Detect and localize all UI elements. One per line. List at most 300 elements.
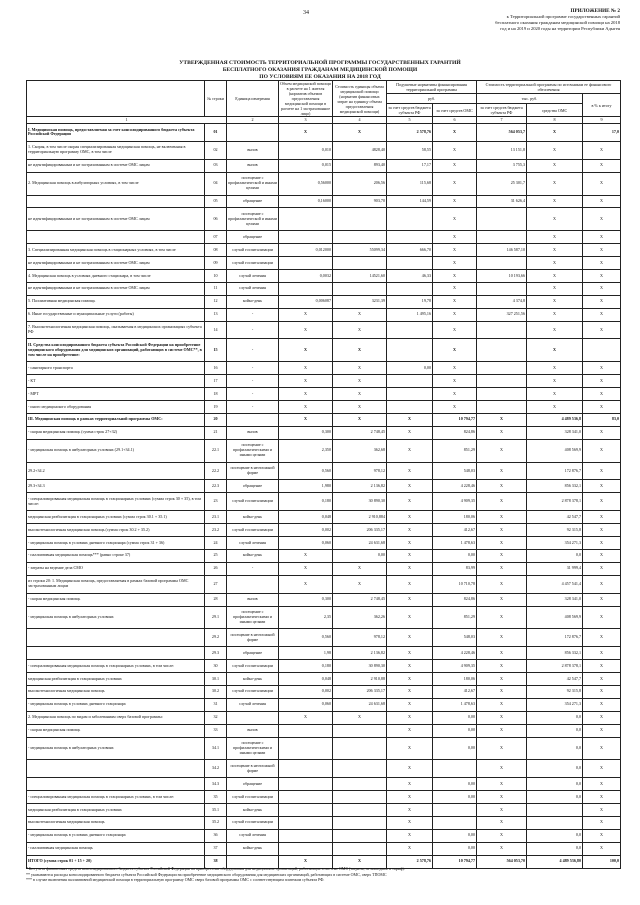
cell-unit: посещение с профилактическими и иными целями — [227, 606, 279, 629]
cell-tco: 0,0 — [527, 549, 583, 562]
cell-no: 29.2 — [205, 629, 227, 647]
appendix-line: к Территориальной программе государственных гарантий — [506, 14, 620, 19]
cell-unit: случай госпитализации — [227, 257, 279, 270]
header-per-capita-unit: руб. — [387, 94, 477, 104]
cell-tco: X — [527, 231, 583, 244]
cell-unit: койко-день — [227, 842, 279, 855]
cell-pct: X — [583, 593, 621, 606]
cell-pcb: X — [387, 493, 433, 511]
table-row — [27, 537, 621, 550]
cell-pcb: X — [387, 549, 433, 562]
cell-no: 33 — [205, 724, 227, 737]
cell-label: 1. Скорая, в том числе скорая специализированная медицинская помощь, не включенная в территориальную программу ОМС, в том числе — [27, 141, 205, 159]
cell-vol: 0,180 — [279, 660, 333, 673]
cell-vol: X — [279, 855, 333, 868]
cell-label: - медицинская помощь в условиях дневного стационара (сумма строк 31 + 36) — [27, 537, 205, 550]
cell-tco: X — [527, 401, 583, 414]
cell-tcb: X — [477, 593, 527, 606]
cell-pcb: 2 578,76 — [387, 124, 433, 142]
cell-pct: X — [583, 778, 621, 791]
cell-tco: X — [527, 244, 583, 257]
cell-unit: вызов — [227, 141, 279, 159]
cell-pcb: 115,68 — [387, 172, 433, 195]
table-row — [27, 593, 621, 606]
cell-pcb: X — [387, 537, 433, 550]
cell-no: 14 — [205, 321, 227, 339]
cell-tco: 354 271,3 — [527, 698, 583, 711]
cell-vol: X — [279, 549, 333, 562]
cell-label: - санитарного транспорта — [27, 362, 205, 375]
cell-tco: 4 489 536,8 — [527, 413, 583, 426]
column-index: 5 — [387, 117, 433, 124]
header-tc-oms: средства ОМС — [527, 104, 583, 117]
cell-pct: X — [583, 816, 621, 829]
cell-no: 30.1 — [205, 673, 227, 686]
cell-no: 25 — [205, 549, 227, 562]
table-row — [27, 413, 621, 426]
cell-no: 27 — [205, 575, 227, 593]
cell-pcb: X — [387, 660, 433, 673]
cell-vol — [279, 842, 333, 855]
table-row — [27, 493, 621, 511]
cell-label: - КТ — [27, 375, 205, 388]
cell-pcb — [387, 388, 433, 401]
cell-vol — [279, 760, 333, 778]
cell-vol: 0,180 — [279, 493, 333, 511]
cell-tcb: X — [477, 711, 527, 724]
cell-no: 12 — [205, 295, 227, 308]
table-row — [27, 760, 621, 778]
cell-pct: X — [583, 511, 621, 524]
cell-pct: 100,0 — [583, 855, 621, 868]
cell-cost — [333, 724, 387, 737]
cell-cost: 2 910,884 — [333, 511, 387, 524]
cell-tco: 172 876,7 — [527, 629, 583, 647]
cell-tcb: X — [477, 629, 527, 647]
cell-pco — [433, 804, 477, 817]
cell-pct: X — [583, 308, 621, 321]
cell-unit: койко-день — [227, 511, 279, 524]
cell-unit: - — [227, 339, 279, 362]
cell-pco: 824,86 — [433, 426, 477, 439]
cell-no: 09 — [205, 257, 227, 270]
cell-no: 04 — [205, 172, 227, 195]
cell-pco: 180,06 — [433, 673, 477, 686]
cell-no: 23.2 — [205, 524, 227, 537]
cell-cost: 2 136,82 — [333, 480, 387, 493]
table-row — [27, 842, 621, 855]
cell-vol — [279, 804, 333, 817]
cell-pcb: X — [387, 724, 433, 737]
cell-cost: X — [333, 124, 387, 142]
cell-pco: X — [433, 231, 477, 244]
cell-pct: X — [583, 804, 621, 817]
cell-vol — [279, 778, 333, 791]
cell-pct: X — [583, 480, 621, 493]
cell-vol: X — [279, 388, 333, 401]
cell-no: 22.1 — [205, 439, 227, 462]
cell-vol: 0,060 — [279, 698, 333, 711]
cell-cost — [333, 804, 387, 817]
cell-unit: посещение с профилактической и иными целями — [227, 172, 279, 195]
header-per-capita: Подушевые нормативы финансирования территориальной программы — [387, 81, 477, 94]
cell-pct: X — [583, 375, 621, 388]
cell-cost — [333, 816, 387, 829]
cell-unit: обращение — [227, 195, 279, 208]
table-row — [27, 829, 621, 842]
table-row — [27, 660, 621, 673]
cell-pct: X — [583, 295, 621, 308]
cell-label: - скорая медицинская помощь — [27, 724, 205, 737]
table-row — [27, 462, 621, 480]
cell-vol: X — [279, 339, 333, 362]
cell-pco: 548,03 — [433, 629, 477, 647]
cell-tco: 0,0 — [527, 724, 583, 737]
cell-unit — [227, 575, 279, 593]
cell-label — [27, 778, 205, 791]
cell-unit: посещение в неотложной форме — [227, 629, 279, 647]
cell-unit: койко-день — [227, 804, 279, 817]
cell-label: II. Средства консолидированного бюджета субъекта Российской Федерации на приобретение медицинского оборудования для медицинских организаций, работающих в системе ОМС**, в том числе на приобретение: — [27, 339, 205, 362]
cell-pco: X — [433, 401, 477, 414]
cell-pct: X — [583, 388, 621, 401]
cell-tco: X — [527, 141, 583, 159]
footnotes — [26, 866, 620, 883]
cell-label: - паллиативная медицинская помощь — [27, 842, 205, 855]
cell-pct: X — [583, 629, 621, 647]
column-index-row — [27, 117, 621, 124]
cell-vol — [279, 791, 333, 804]
cell-no: 29.3 — [205, 647, 227, 660]
cell-cost: 4828,40 — [333, 141, 387, 159]
table-row — [27, 816, 621, 829]
cell-label: - специализированная медицинская помощь в стационарных условиях, в том числе: — [27, 660, 205, 673]
column-index: 9 — [583, 117, 621, 124]
cell-vol: 0,16000 — [279, 195, 333, 208]
cell-no: 26 — [205, 562, 227, 575]
header-unit: Единица измерения — [227, 81, 279, 117]
cell-vol: X — [279, 362, 333, 375]
cell-cost — [333, 791, 387, 804]
cell-pct: 83,0 — [583, 413, 621, 426]
header-pc-oms: за счет средств ОМС — [433, 104, 477, 117]
cell-unit: - — [227, 562, 279, 575]
cell-pcb: X — [387, 791, 433, 804]
cell-tcb: X — [477, 737, 527, 760]
cell-tco: 0,0 — [527, 791, 583, 804]
cell-pcb: 46,33 — [387, 270, 433, 283]
cell-pco: X — [433, 282, 477, 295]
cell-vol: 0,560 — [279, 462, 333, 480]
cell-no: 10 — [205, 270, 227, 283]
cell-label: I. Медицинская помощь, предоставляемая за счет консолидированного бюджета субъекта Российской Федерации — [27, 124, 205, 142]
cell-tco: 408 569,9 — [527, 439, 583, 462]
cell-tcb: X — [477, 575, 527, 593]
cell-no: 22.3 — [205, 480, 227, 493]
column-index: 3 — [279, 117, 333, 124]
cell-cost: X — [333, 575, 387, 593]
cell-cost: X — [333, 339, 387, 362]
cell-label: - МРТ — [27, 388, 205, 401]
cell-pct: X — [583, 493, 621, 511]
cell-unit: вызов — [227, 724, 279, 737]
cell-vol: X — [279, 562, 333, 575]
cell-label — [27, 629, 205, 647]
footnote: *** в случае включения паллиативной медицинской помощи в территориальную программу ОМС сверх базовой программы ОМС с соответствующим платежом субъекта РФ. — [26, 877, 325, 883]
cell-pct: X — [583, 172, 621, 195]
cell-pco — [433, 816, 477, 829]
cell-pcb: X — [387, 711, 433, 724]
cell-pcb: X — [387, 575, 433, 593]
cell-cost: X — [333, 855, 387, 868]
cell-no: 15 — [205, 339, 227, 362]
cell-pcb: X — [387, 685, 433, 698]
cell-pct: X — [583, 524, 621, 537]
cell-unit: вызов — [227, 426, 279, 439]
cell-tco: 172 876,7 — [527, 462, 583, 480]
cell-unit: вызов — [227, 159, 279, 172]
column-index: 2 — [227, 117, 279, 124]
title-line: БЕСПЛАТНОГО ОКАЗАНИЯ ГРАЖДАНАМ МЕДИЦИНСКОЙ ПОМОЩИ — [222, 67, 418, 73]
cell-label: не идентифицированным и не застрахованным в системе ОМС лицам — [27, 208, 205, 231]
cell-label: высокотехнологичная медицинская помощь — [27, 816, 205, 829]
cell-vol: X — [279, 413, 333, 426]
cell-tcb: X — [477, 426, 527, 439]
cell-tcb: 3 755,3 — [477, 159, 527, 172]
cell-unit: случай госпитализации — [227, 791, 279, 804]
cell-unit: посещение в неотложной форме — [227, 462, 279, 480]
table-row — [27, 606, 621, 629]
cell-cost — [333, 257, 387, 270]
table-row — [27, 791, 621, 804]
cell-pcb: X — [387, 629, 433, 647]
cell-pco: X — [433, 195, 477, 208]
cell-cost: 206,56 — [333, 172, 387, 195]
cell-pct: X — [583, 270, 621, 283]
column-index: 4 — [333, 117, 387, 124]
cell-pct: X — [583, 426, 621, 439]
cell-tcb: X — [477, 724, 527, 737]
cell-pco: 548,03 — [433, 462, 477, 480]
cell-label: не идентифицированным и не застрахованным в системе ОМС лицам — [27, 159, 205, 172]
table-row — [27, 426, 621, 439]
cell-pco: X — [433, 388, 477, 401]
cell-label: медицинская реабилитация в стационарных условиях — [27, 804, 205, 817]
cell-no: 34.3 — [205, 778, 227, 791]
cell-pct: X — [583, 724, 621, 737]
cell-vol: 0,300 — [279, 593, 333, 606]
cell-tco: 856 332,1 — [527, 647, 583, 660]
table-row — [27, 629, 621, 647]
cell-pco: 0,00 — [433, 549, 477, 562]
cell-tco: X — [527, 195, 583, 208]
cell-cost: 24 631,68 — [333, 537, 387, 550]
cell-tcb: X — [477, 413, 527, 426]
cell-no: 28 — [205, 593, 227, 606]
header-row-number: № строки — [205, 81, 227, 117]
table-row — [27, 339, 621, 362]
cell-no: 11 — [205, 282, 227, 295]
cell-pct: X — [583, 711, 621, 724]
cell-vol: X — [279, 375, 333, 388]
cell-tcb: X — [477, 673, 527, 686]
cell-tcb: X — [477, 439, 527, 462]
cell-vol: 0,015 — [279, 159, 333, 172]
header-total-cost: Стоимость территориальной программы по источникам ее финансового обеспечения — [477, 81, 621, 94]
cell-pco: 1 478,63 — [433, 537, 477, 550]
header-label-column — [27, 81, 205, 117]
cell-pcb: X — [387, 829, 433, 842]
appendix-line: год и на 2019 и 2020 годы на территории Республики Адыгея — [500, 26, 620, 31]
cost-table — [26, 80, 621, 869]
cell-pct — [583, 339, 621, 362]
cell-vol — [279, 724, 333, 737]
cell-pco: X — [433, 270, 477, 283]
cell-tco: X — [527, 270, 583, 283]
cell-no: 30.2 — [205, 685, 227, 698]
cell-cost: X — [333, 388, 387, 401]
cell-label: 29.2+34.2 — [27, 462, 205, 480]
cell-unit: - — [227, 375, 279, 388]
cell-cost: X — [333, 375, 387, 388]
cell-unit: - — [227, 362, 279, 375]
cell-pct: X — [583, 231, 621, 244]
cell-pct: X — [583, 159, 621, 172]
cell-tcb: X — [477, 493, 527, 511]
cell-tcb — [477, 321, 527, 339]
cell-pco — [433, 760, 477, 778]
cell-tcb: X — [477, 511, 527, 524]
cell-label: 5. Паллиативная медицинская помощь — [27, 295, 205, 308]
cell-unit: случай лечения — [227, 829, 279, 842]
cell-label: - медицинская помощь в амбулаторных условиях (29.1+34.1) — [27, 439, 205, 462]
cell-pco: 0,00 — [433, 842, 477, 855]
cell-tco — [527, 816, 583, 829]
cell-vol: 1,98 — [279, 647, 333, 660]
cell-label: высокотехнологичная медицинская помощь — [27, 685, 205, 698]
cell-tcb: 564 053,7 — [477, 124, 527, 142]
cell-pct: X — [583, 737, 621, 760]
cell-label: не идентифицированным и не застрахованным в системе ОМС лицам — [27, 257, 205, 270]
cell-pcb: 19,78 — [387, 295, 433, 308]
cell-cost: 2 748,45 — [333, 426, 387, 439]
cell-pct: X — [583, 791, 621, 804]
header-volume: Объем медицинской помощи в расчете на 1 жителя (норматив объемов предоставления медицинской помощи в расчете на 1 застрахованное лицо) — [280, 81, 331, 116]
cell-tcb: X — [477, 660, 527, 673]
cell-tcb: 564 053,70 — [477, 855, 527, 868]
cell-vol: X — [279, 308, 333, 321]
appendix-line: бесплатного оказания гражданам медицинской помощи на 2018 — [495, 20, 620, 25]
cell-tco: X — [527, 124, 583, 142]
cell-tco: X — [527, 362, 583, 375]
cell-pco: X — [433, 141, 477, 159]
cell-tco: 354 271,3 — [527, 537, 583, 550]
cell-label: - специализированная медицинская помощь в стационарных условиях (сумма строк 30 + 35), в том числе: — [27, 493, 205, 511]
cell-tcb: X — [477, 685, 527, 698]
cell-pcb: X — [387, 511, 433, 524]
cell-cost: 2 910,88 — [333, 673, 387, 686]
header-tc-budget: за счет средств бюджета субъекта РФ — [477, 104, 527, 117]
cell-no: 34.1 — [205, 737, 227, 760]
cell-vol: 0,048 — [279, 511, 333, 524]
cell-tcb: X — [477, 647, 527, 660]
cell-tco: X — [527, 308, 583, 321]
cell-vol: X — [279, 575, 333, 593]
cell-cost: 3231,39 — [333, 295, 387, 308]
table-row — [27, 308, 621, 321]
table-row — [27, 282, 621, 295]
table-row — [27, 724, 621, 737]
table-row — [27, 737, 621, 760]
cell-tco: 2 878 378,1 — [527, 660, 583, 673]
cell-pco: X — [433, 339, 477, 362]
cell-pct: X — [583, 462, 621, 480]
cell-vol: 2,350 — [279, 439, 333, 462]
cell-tcb: X — [477, 537, 527, 550]
cell-pco: X — [433, 172, 477, 195]
cell-vol: 2,35 — [279, 606, 333, 629]
cell-vol: 0,0032 — [279, 270, 333, 283]
header-pc-budget: за счет средств бюджета субъекта РФ — [388, 105, 431, 115]
cell-no: 38 — [205, 855, 227, 868]
cell-pcb: 1 495,16 — [387, 308, 433, 321]
cell-tcb: X — [477, 778, 527, 791]
cell-tco: 328 341,0 — [527, 426, 583, 439]
cell-label: - иного медицинского оборудования — [27, 401, 205, 414]
cell-pcb — [387, 401, 433, 414]
cell-label: - паллиативная медицинская помощь*** (равно строке 37) — [27, 549, 205, 562]
cell-tcb: X — [477, 760, 527, 778]
cell-vol — [279, 816, 333, 829]
cell-unit: случай госпитализации — [227, 660, 279, 673]
cell-label: ИТОГО (сумма строк 01 + 15 + 20) — [27, 855, 205, 868]
cell-label: - скорая медицинская помощь (сумма строк 27+32) — [27, 426, 205, 439]
cell-vol: 0,002 — [279, 524, 333, 537]
cell-pco: X — [433, 308, 477, 321]
cell-unit: посещение с профилактическими и иными целями — [227, 737, 279, 760]
cell-label: 2. Медицинская помощь по видам и заболеваниям сверх базовой программы: — [27, 711, 205, 724]
cell-label: медицинская реабилитация в стационарных условиях — [27, 673, 205, 686]
cell-pcb: 17,17 — [387, 159, 433, 172]
cell-unit: случай лечения — [227, 270, 279, 283]
cell-pct: X — [583, 282, 621, 295]
cell-pcb — [387, 375, 433, 388]
table-row — [27, 647, 621, 660]
table-row — [27, 401, 621, 414]
cell-pcb — [387, 231, 433, 244]
cell-label: высокотехнологичная медицинская помощь (сумма строк 30.2 + 35.2) — [27, 524, 205, 537]
cell-pct: X — [583, 606, 621, 629]
table-row — [27, 321, 621, 339]
cell-no: 13 — [205, 308, 227, 321]
cell-pcb — [387, 282, 433, 295]
cell-vol: 0,010 — [279, 141, 333, 159]
cell-tco: 4 457 541,4 — [527, 575, 583, 593]
cell-tco: 2 878 378,1 — [527, 493, 583, 511]
page-number: 34 — [303, 10, 309, 16]
cell-tcb — [477, 401, 527, 414]
cell-unit: посещение с профилактическими и иными целями — [227, 439, 279, 462]
cell-no: 18 — [205, 388, 227, 401]
cell-pct: X — [583, 257, 621, 270]
cell-tco: 42 547,7 — [527, 511, 583, 524]
cell-cost: X — [333, 711, 387, 724]
cell-pco: 4 909,35 — [433, 660, 477, 673]
cell-no: 08 — [205, 244, 227, 257]
cell-pct: X — [583, 439, 621, 462]
cell-pco: 851,29 — [433, 606, 477, 629]
cell-pct: X — [583, 698, 621, 711]
